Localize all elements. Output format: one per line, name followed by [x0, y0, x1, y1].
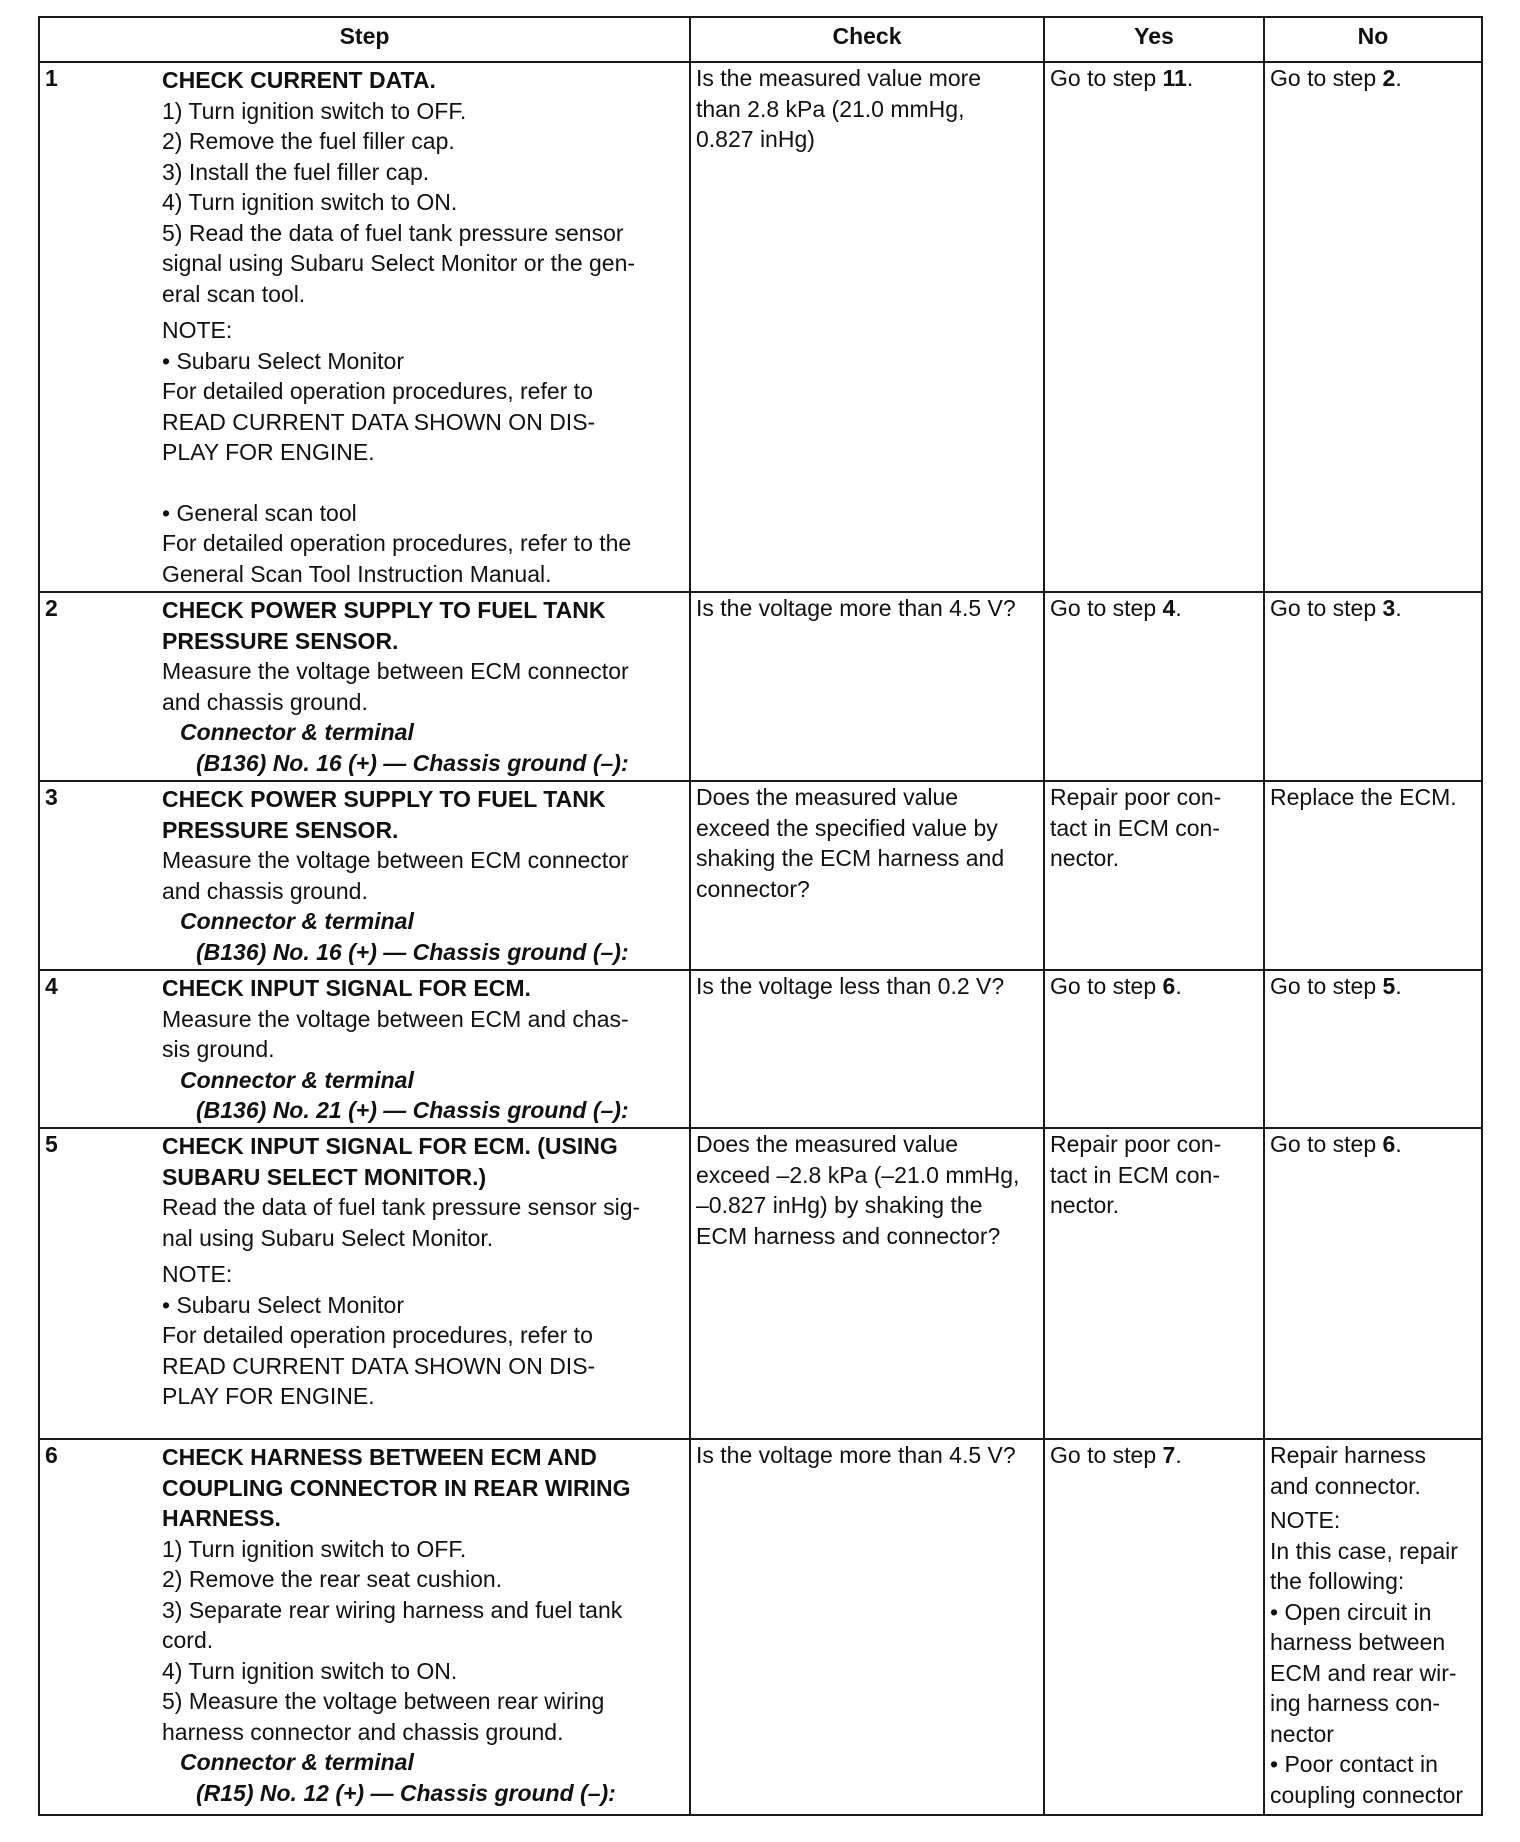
- step-instruction: • General scan tool: [162, 499, 357, 526]
- goto-step-number: 7: [1162, 1442, 1176, 1468]
- check-cell: [690, 62, 1044, 592]
- header-yes: Yes: [1044, 17, 1264, 62]
- step-instruction: 5) Measure the voltage between rear wiring: [162, 1688, 605, 1714]
- no-action: [1270, 593, 1476, 624]
- no-action: [1270, 1129, 1476, 1160]
- step-cell: [39, 970, 690, 1128]
- step-instruction: and chassis ground.: [162, 877, 368, 904]
- check-text: Is the voltage more than 4.5 V?: [696, 1442, 1016, 1468]
- diagnostic-procedure-sheet: [38, 16, 1483, 1816]
- connector-label: Connector & terminal: [180, 1066, 414, 1093]
- step-instruction: harness connector and chassis ground.: [162, 1718, 564, 1745]
- check-text: exceed the specified value by: [696, 814, 998, 841]
- yes-cell: [1044, 1128, 1264, 1439]
- check-text: Is the measured value more: [696, 65, 982, 91]
- check-text: Is the voltage more than 4.5 V?: [696, 595, 1016, 621]
- goto-suffix: .: [1395, 595, 1402, 621]
- diagnostic-table: [38, 16, 1483, 1816]
- step-instruction: READ CURRENT DATA SHOWN ON DIS-: [162, 1352, 596, 1379]
- no-text: • Poor contact in: [1270, 1751, 1438, 1777]
- yes-action: [1050, 971, 1258, 1002]
- step-instruction: Read the data of fuel tank pressure sensor sig-: [162, 1194, 641, 1220]
- step-instruction: 1) Turn ignition switch to OFF.: [162, 97, 467, 124]
- no-cell: [1264, 1128, 1482, 1439]
- goto-step-number: 2: [1382, 65, 1396, 91]
- step-cell: [39, 781, 690, 970]
- goto-prefix: Go to step: [1270, 1131, 1383, 1157]
- goto-suffix: .: [1175, 1442, 1182, 1468]
- yes-cell: [1044, 1439, 1264, 1815]
- step-number: 4: [45, 973, 58, 999]
- step-content: [162, 1442, 682, 1808]
- no-text: the following:: [1270, 1568, 1405, 1594]
- goto-suffix: .: [1175, 973, 1182, 999]
- check-cell: [690, 592, 1044, 781]
- step-instruction: READ CURRENT DATA SHOWN ON DIS-: [162, 408, 596, 435]
- goto-step-number: 5: [1382, 973, 1396, 999]
- check-text: shaking the ECM harness and: [696, 845, 1005, 871]
- goto-step-number: 6: [1382, 1131, 1396, 1157]
- step-instruction: Measure the voltage between ECM connector: [162, 847, 629, 873]
- step-instruction: For detailed operation procedures, refer to: [162, 378, 593, 404]
- table-row: [39, 781, 1482, 970]
- goto-suffix: .: [1186, 65, 1194, 91]
- goto-prefix: Go to step: [1050, 595, 1163, 621]
- step-number: 6: [45, 1442, 58, 1468]
- no-action: [1270, 971, 1476, 1002]
- goto-suffix: .: [1395, 973, 1402, 999]
- goto-step-number: 11: [1162, 65, 1187, 91]
- goto-prefix: Go to step: [1050, 65, 1163, 91]
- check-text: 0.827 inHg): [696, 126, 815, 152]
- no-text: In this case, repair: [1270, 1537, 1458, 1564]
- goto-suffix: .: [1395, 1131, 1402, 1157]
- step-title: PRESSURE SENSOR.: [162, 627, 399, 654]
- check-text: Does the measured value: [696, 1131, 959, 1157]
- no-text: ing harness con-: [1270, 1690, 1441, 1716]
- step-instruction: eral scan tool.: [162, 280, 306, 307]
- connector-terminal: (B136) No. 16 (+) — Chassis ground (–):: [196, 749, 629, 776]
- yes-text: nector.: [1050, 1192, 1120, 1218]
- goto-step-number: 6: [1162, 973, 1176, 999]
- yes-text: nector.: [1050, 845, 1120, 871]
- step-number: 1: [45, 65, 58, 91]
- step-instruction: Measure the voltage between ECM and chas-: [162, 1005, 629, 1032]
- step-instruction: cord.: [162, 1627, 214, 1653]
- check-text: –0.827 inHg) by shaking the: [696, 1192, 983, 1218]
- step-content: [162, 784, 682, 967]
- table-body: [39, 62, 1482, 1815]
- no-text: Repair harness: [1270, 1442, 1426, 1468]
- connector-terminal: (B136) No. 16 (+) — Chassis ground (–):: [196, 938, 629, 965]
- connector-label: Connector & terminal: [180, 719, 414, 745]
- step-instruction: For detailed operation procedures, refer to the: [162, 530, 632, 556]
- no-cell: [1264, 970, 1482, 1128]
- step-title: COUPLING CONNECTOR IN REAR WIRING: [162, 1474, 631, 1501]
- connector-label: Connector & terminal: [180, 908, 414, 934]
- step-instruction: 4) Turn ignition switch to ON.: [162, 189, 458, 215]
- step-content: [162, 973, 682, 1126]
- step-instruction: NOTE:: [162, 1261, 233, 1287]
- step-cell: [39, 62, 690, 592]
- yes-text: tact in ECM con-: [1050, 814, 1220, 841]
- step-instruction: 1) Turn ignition switch to OFF.: [162, 1535, 467, 1562]
- step-title: CHECK INPUT SIGNAL FOR ECM. (USING: [162, 1133, 618, 1159]
- step-instruction: 3) Install the fuel filler cap.: [162, 158, 430, 185]
- table-row: [39, 1128, 1482, 1439]
- no-text: NOTE:: [1270, 1507, 1341, 1533]
- step-instruction: • Subaru Select Monitor: [162, 1291, 405, 1318]
- step-content: [162, 65, 682, 589]
- step-instruction: 2) Remove the fuel filler cap.: [162, 128, 455, 154]
- no-text: nector: [1270, 1720, 1334, 1747]
- step-instruction: PLAY FOR ENGINE.: [162, 439, 375, 465]
- no-text: Replace the ECM.: [1270, 784, 1457, 810]
- step-instruction: • Subaru Select Monitor: [162, 347, 405, 374]
- step-instruction: For detailed operation procedures, refer to: [162, 1322, 593, 1348]
- step-content: [162, 595, 682, 778]
- check-text: Is the voltage less than 0.2 V?: [696, 973, 1005, 999]
- check-text: connector?: [696, 875, 810, 902]
- goto-prefix: Go to step: [1270, 595, 1383, 621]
- check-text: than 2.8 kPa (21.0 mmHg,: [696, 95, 965, 122]
- connector-terminal: (B136) No. 21 (+) — Chassis ground (–):: [196, 1097, 629, 1123]
- goto-step-number: 4: [1162, 595, 1176, 621]
- header-step: Step: [39, 17, 690, 62]
- yes-cell: [1044, 62, 1264, 592]
- step-number: 5: [45, 1131, 58, 1157]
- table-row: [39, 970, 1482, 1128]
- step-instruction: 4) Turn ignition switch to ON.: [162, 1657, 458, 1684]
- step-instruction: nal using Subaru Select Monitor.: [162, 1224, 494, 1251]
- yes-cell: [1044, 970, 1264, 1128]
- step-title: CHECK HARNESS BETWEEN ECM AND: [162, 1444, 597, 1470]
- step-instruction: NOTE:: [162, 317, 233, 343]
- goto-prefix: Go to step: [1270, 973, 1383, 999]
- no-cell: [1264, 592, 1482, 781]
- check-text: exceed –2.8 kPa (–21.0 mmHg,: [696, 1161, 1020, 1188]
- check-text: Does the measured value: [696, 784, 959, 810]
- step-instruction: 3) Separate rear wiring harness and fuel tank: [162, 1596, 623, 1623]
- step-number: 3: [45, 784, 58, 810]
- step-title: SUBARU SELECT MONITOR.): [162, 1163, 487, 1190]
- table-row: [39, 592, 1482, 781]
- no-cell: [1264, 1439, 1482, 1815]
- goto-prefix: Go to step: [1050, 1442, 1163, 1468]
- check-text: ECM harness and connector?: [696, 1222, 1001, 1249]
- no-text: • Open circuit in: [1270, 1598, 1432, 1625]
- no-cell: [1264, 781, 1482, 970]
- yes-action: [1050, 1440, 1258, 1471]
- step-instruction: 5) Read the data of fuel tank pressure sensor: [162, 219, 624, 246]
- goto-suffix: .: [1395, 65, 1402, 91]
- step-instruction: PLAY FOR ENGINE.: [162, 1383, 375, 1409]
- yes-action: [1050, 63, 1258, 94]
- step-title: HARNESS.: [162, 1505, 281, 1531]
- yes-action: [1050, 593, 1258, 624]
- table-row: [39, 1439, 1482, 1815]
- check-cell: [690, 1439, 1044, 1815]
- step-cell: [39, 1128, 690, 1439]
- step-title: PRESSURE SENSOR.: [162, 816, 399, 843]
- step-instruction: General Scan Tool Instruction Manual.: [162, 560, 552, 587]
- table-header-row: [39, 17, 1482, 62]
- yes-text: Repair poor con-: [1050, 784, 1222, 810]
- no-text: ECM and rear wir-: [1270, 1659, 1457, 1686]
- no-text: coupling connector: [1270, 1781, 1464, 1808]
- step-cell: [39, 592, 690, 781]
- no-text: harness between: [1270, 1629, 1446, 1655]
- connector-terminal: (R15) No. 12 (+) — Chassis ground (–):: [196, 1779, 616, 1806]
- step-title: CHECK CURRENT DATA.: [162, 67, 436, 93]
- no-action: [1270, 63, 1476, 94]
- header-no: No: [1264, 17, 1482, 62]
- no-text: and connector.: [1270, 1472, 1421, 1499]
- yes-text: Repair poor con-: [1050, 1131, 1222, 1157]
- step-title: CHECK INPUT SIGNAL FOR ECM.: [162, 975, 531, 1001]
- goto-prefix: Go to step: [1050, 973, 1163, 999]
- step-cell: [39, 1439, 690, 1815]
- connector-label: Connector & terminal: [180, 1749, 414, 1775]
- check-cell: [690, 1128, 1044, 1439]
- step-title: CHECK POWER SUPPLY TO FUEL TANK: [162, 597, 606, 623]
- goto-step-number: 3: [1382, 595, 1396, 621]
- step-instruction: signal using Subaru Select Monitor or the gen-: [162, 250, 636, 276]
- step-instruction: and chassis ground.: [162, 688, 368, 715]
- step-content: [162, 1131, 682, 1412]
- step-number: 2: [45, 595, 58, 621]
- spacer: [162, 468, 682, 498]
- step-instruction: sis ground.: [162, 1036, 275, 1062]
- table-row: [39, 62, 1482, 592]
- step-instruction: Measure the voltage between ECM connector: [162, 658, 629, 684]
- step-instruction: 2) Remove the rear seat cushion.: [162, 1566, 503, 1592]
- yes-cell: [1044, 592, 1264, 781]
- header-check: Check: [690, 17, 1044, 62]
- goto-suffix: .: [1175, 595, 1182, 621]
- goto-prefix: Go to step: [1270, 65, 1383, 91]
- check-cell: [690, 970, 1044, 1128]
- yes-text: tact in ECM con-: [1050, 1161, 1220, 1188]
- check-cell: [690, 781, 1044, 970]
- step-title: CHECK POWER SUPPLY TO FUEL TANK: [162, 786, 606, 812]
- no-cell: [1264, 62, 1482, 592]
- yes-cell: [1044, 781, 1264, 970]
